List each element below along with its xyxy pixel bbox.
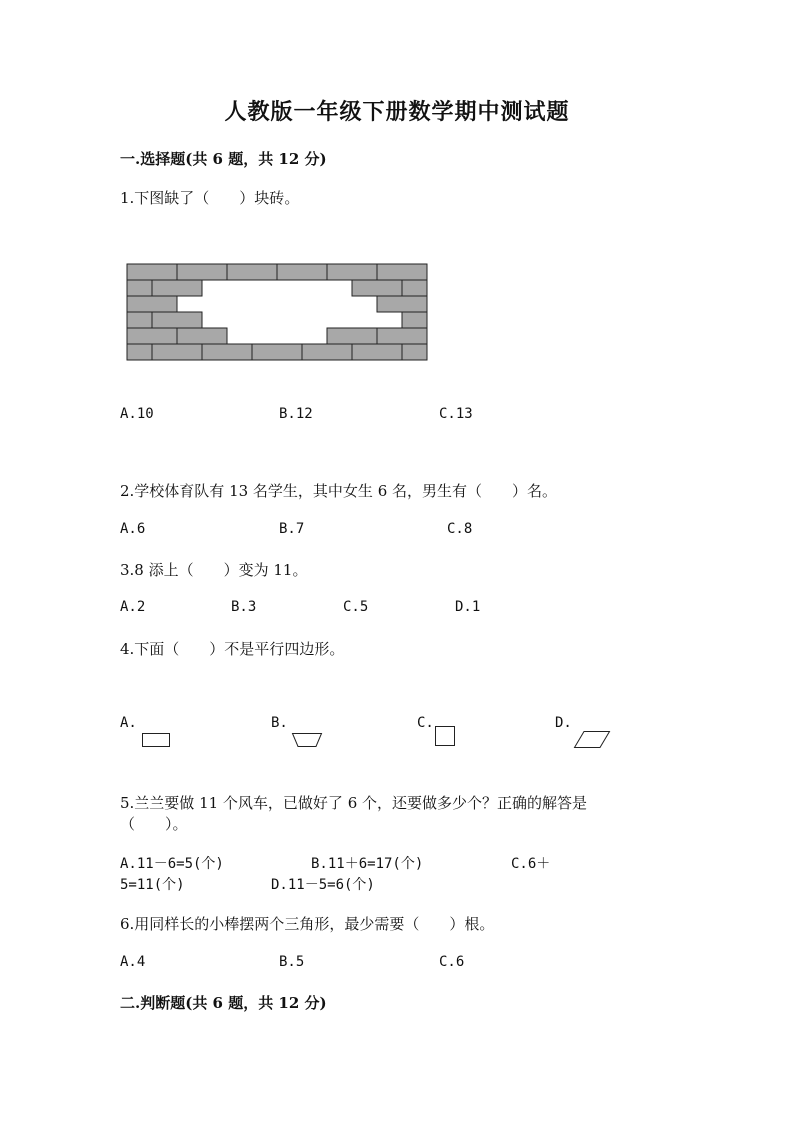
brick: [402, 280, 427, 296]
brick: [402, 312, 427, 328]
q3-option-a: A.2: [120, 599, 146, 615]
brick: [402, 344, 427, 360]
brick: [252, 344, 302, 360]
q1-option-a: A.10: [120, 406, 154, 422]
brick: [377, 296, 427, 312]
brick: [377, 264, 427, 280]
question-5-blank: （ ）。: [120, 815, 188, 833]
brick: [177, 264, 227, 280]
parallelogram-shape: [574, 731, 610, 748]
trapezoid-shape: [292, 733, 322, 747]
brick: [127, 280, 152, 296]
question-6: 6.用同样长的小棒摆两个三角形，最少需要（ ）根。: [120, 915, 495, 933]
brick: [127, 296, 177, 312]
question-4: 4.下面（ ）不是平行四边形。: [120, 640, 345, 658]
brick: [127, 328, 177, 344]
q1-option-c: C.13: [439, 406, 473, 422]
section-heading-choice: 一.选择题(共 6 题，共 12 分): [120, 150, 327, 168]
brick: [152, 280, 202, 296]
q5-option-b: B.11＋6=17(个): [311, 856, 424, 872]
brick: [377, 328, 427, 344]
q3-option-d: D.1: [455, 599, 481, 615]
brick: [327, 264, 377, 280]
brick: [277, 264, 327, 280]
q2-option-c: C.8: [447, 521, 473, 537]
q3-option-b: B.3: [231, 599, 257, 615]
q5-option-d: D.11－5=6(个): [271, 877, 375, 893]
brick: [127, 264, 177, 280]
q6-option-a: A.4: [120, 954, 146, 970]
q4-option-b: B.: [271, 715, 288, 731]
q2-option-a: A.6: [120, 521, 146, 537]
q5-option-a: A.11－6=5(个): [120, 856, 224, 872]
q3-option-c: C.5: [343, 599, 369, 615]
rectangle-shape: [142, 733, 170, 747]
question-3: 3.8 添上（ ）变为 11。: [120, 561, 308, 579]
q5-option-c-continued: 5=11(个): [120, 877, 185, 893]
page-title: 人教版一年级下册数学期中测试题: [224, 99, 570, 125]
brick-wall-figure: [127, 264, 427, 360]
brick: [152, 312, 202, 328]
question-1: 1.下图缺了（ ）块砖。: [120, 189, 300, 207]
question-5: 5.兰兰要做 11 个风车，已做好了 6 个，还要做多少个？正确的解答是: [120, 794, 588, 812]
question-2: 2.学校体育队有 13 名学生，其中女生 6 名，男生有（ ）名。: [120, 482, 558, 500]
brick: [152, 344, 202, 360]
q4-option-d: D.: [555, 715, 572, 731]
q1-option-b: B.12: [279, 406, 313, 422]
brick: [127, 344, 152, 360]
q4-option-c: C.: [417, 715, 434, 731]
brick: [202, 344, 252, 360]
brick: [352, 344, 402, 360]
q6-option-b: B.5: [279, 954, 305, 970]
q4-option-a: A.: [120, 715, 137, 731]
brick: [177, 328, 227, 344]
brick: [302, 344, 352, 360]
brick: [227, 264, 277, 280]
brick: [327, 328, 377, 344]
q6-option-c: C.6: [439, 954, 465, 970]
section-heading-judgement: 二.判断题(共 6 题，共 12 分): [120, 994, 327, 1012]
brick: [127, 312, 152, 328]
q5-option-c: C.6＋: [511, 856, 551, 872]
brick: [352, 280, 402, 296]
square-shape: [435, 726, 455, 746]
q2-option-b: B.7: [279, 521, 305, 537]
